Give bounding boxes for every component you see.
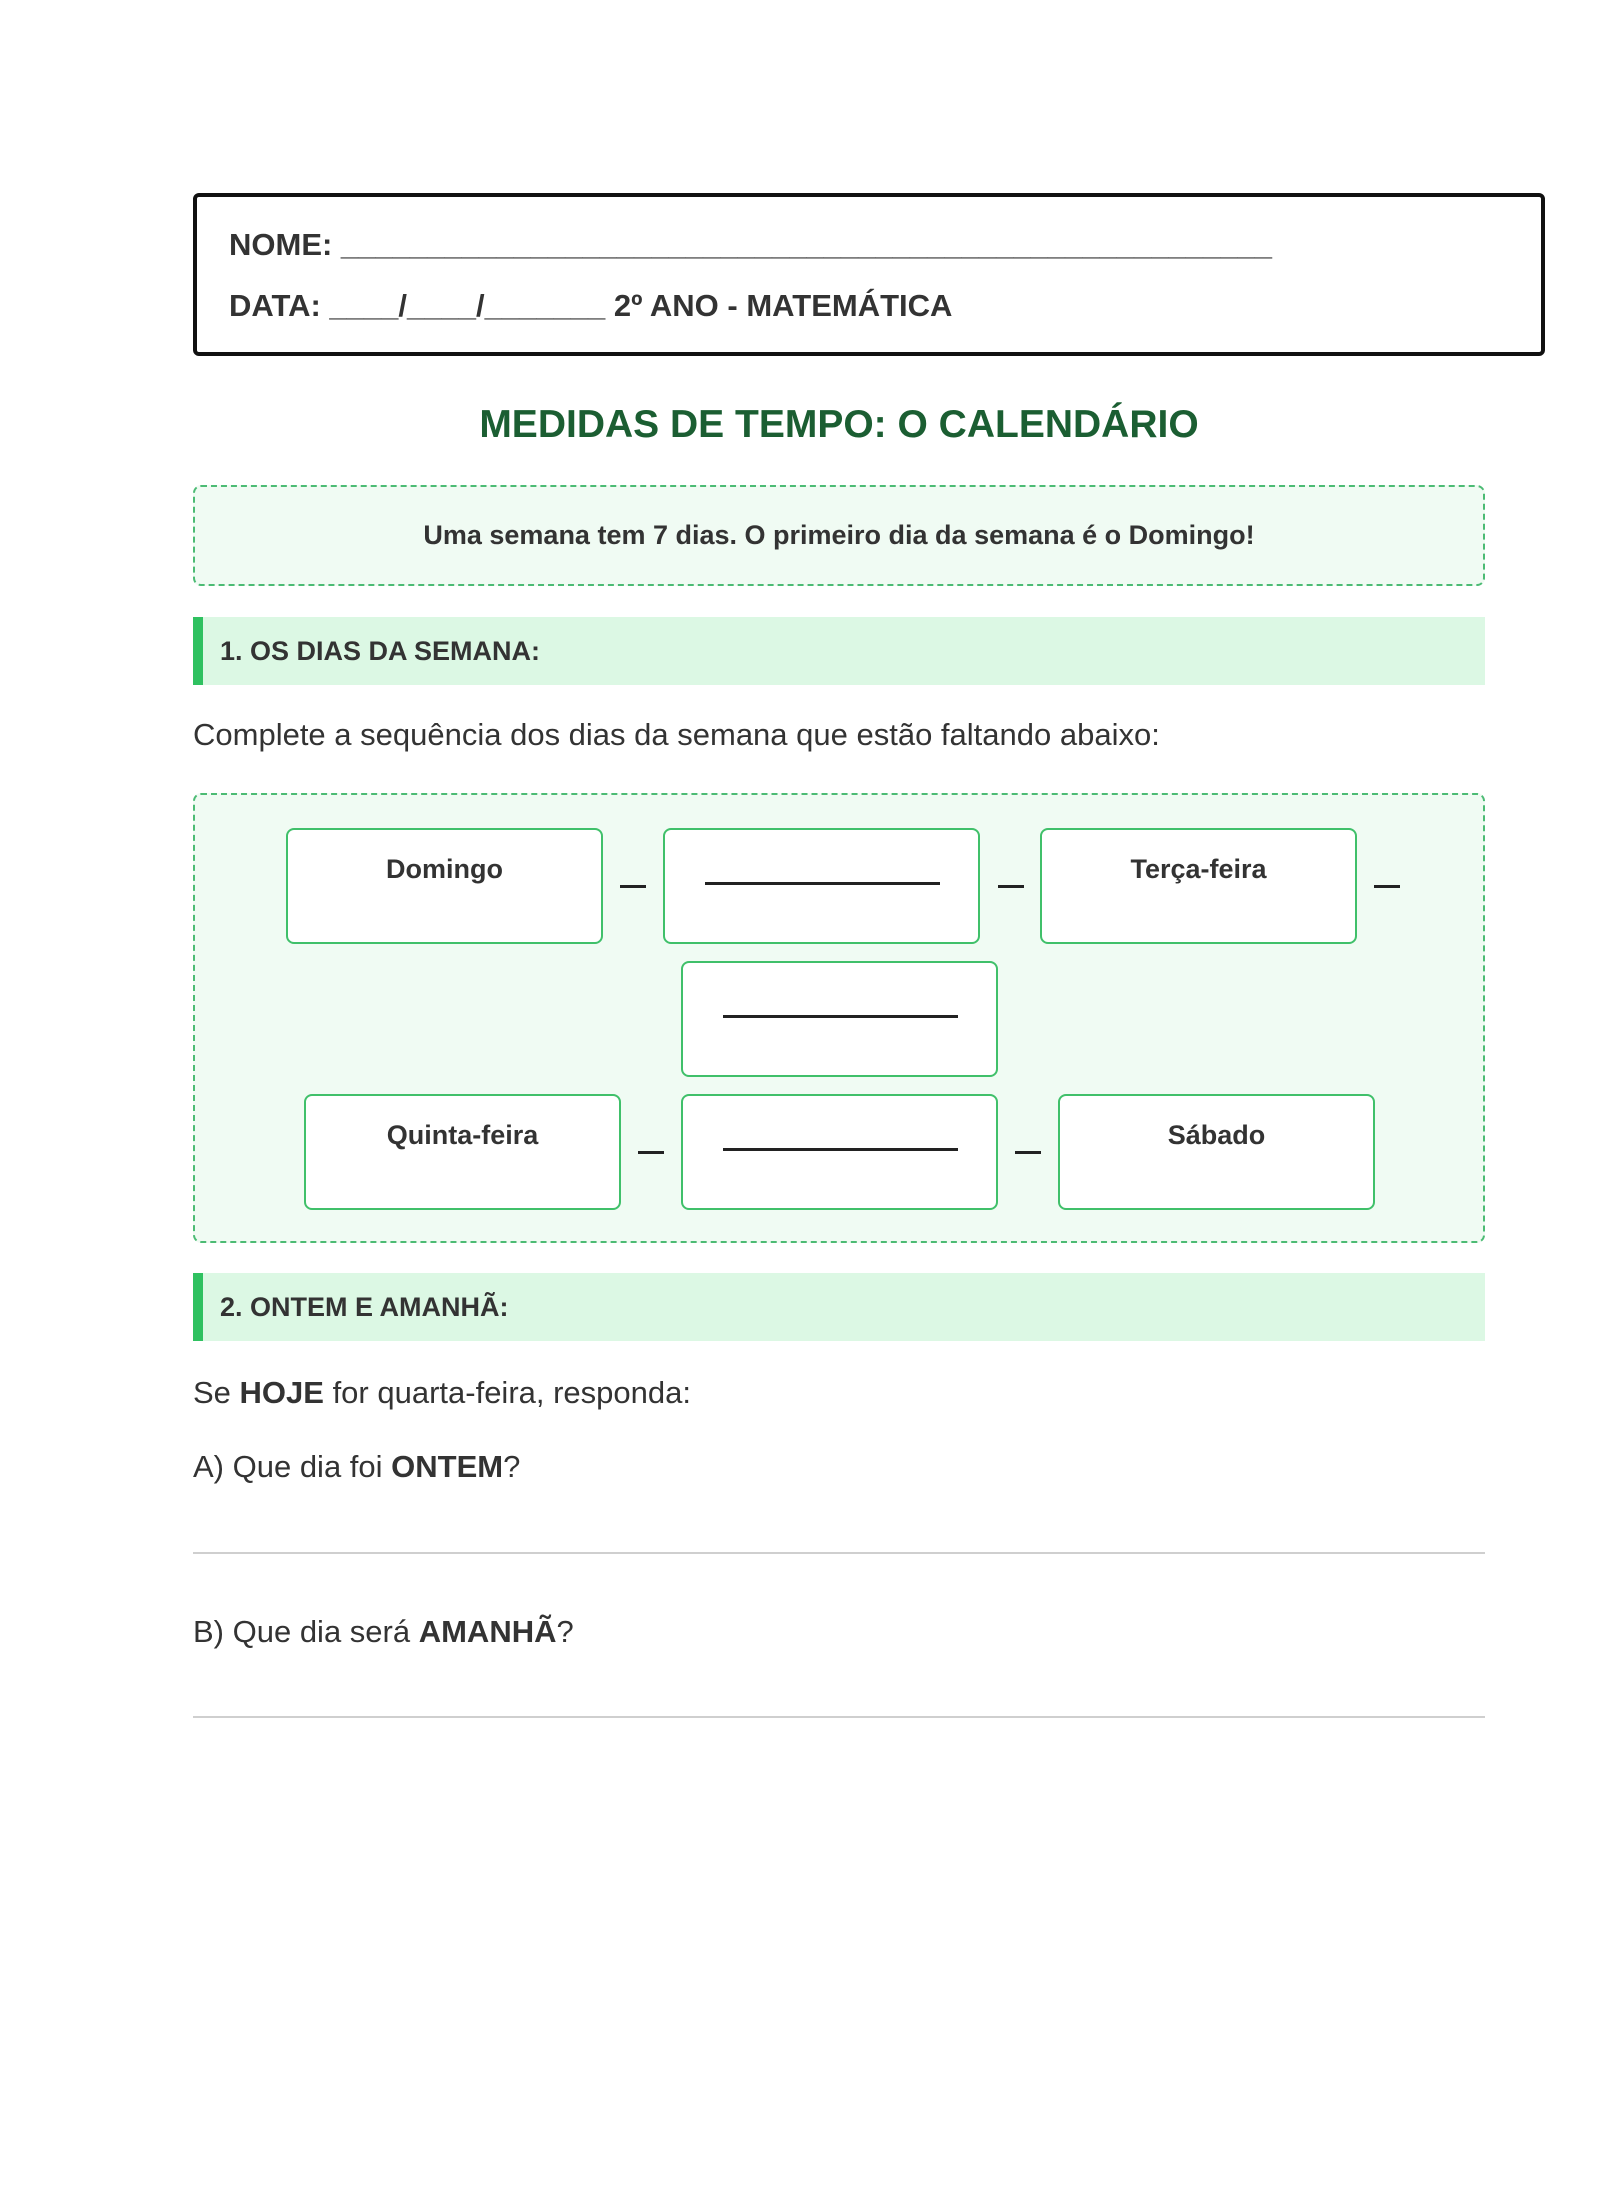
worksheet-title: MEDIDAS DE TEMPO: O CALENDÁRIO <box>479 403 1199 446</box>
day-box-domingo <box>286 828 603 944</box>
answer-blank-line <box>723 1015 958 1018</box>
answer-blank-line <box>705 882 940 885</box>
day-box-blank-1[interactable] <box>663 828 980 944</box>
day-label: Terça-feira <box>1130 854 1267 884</box>
section-1-heading-text: 1. OS DIAS DA SEMANA: <box>220 635 541 666</box>
intro-text-start: Se <box>193 1375 240 1410</box>
day-box-blank-3[interactable] <box>681 1094 998 1210</box>
separator-dash <box>998 885 1024 888</box>
section-2-heading <box>193 1273 1485 1341</box>
question-a-text: A) Que dia foi <box>193 1449 392 1484</box>
question-b <box>193 1614 574 1650</box>
question-a <box>193 1449 520 1485</box>
weekdays-box <box>193 793 1485 1243</box>
day-label: Domingo <box>386 854 503 884</box>
separator-dash <box>620 885 646 888</box>
section-2-intro <box>193 1375 691 1411</box>
student-info-box <box>193 193 1545 356</box>
name-field-label: NOME: ______________________________________________________ <box>229 227 1272 262</box>
day-box-terca-feira <box>1040 828 1357 944</box>
date-field-label: DATA: ____/____/_______ 2º ANO - MATEMÁTICA <box>229 288 953 323</box>
tip-text: Uma semana tem 7 dias. O primeiro dia da semana é o Domingo! <box>423 520 1255 550</box>
answer-blank-line <box>723 1148 958 1151</box>
day-label: Sábado <box>1167 1120 1266 1150</box>
question-b-text: B) Que dia será <box>193 1614 419 1649</box>
separator-dash <box>638 1151 664 1154</box>
question-a-mark: ? <box>503 1449 521 1484</box>
day-box-sabado <box>1058 1094 1375 1210</box>
day-box-quinta-feira <box>304 1094 621 1210</box>
intro-emphasis-today: HOJE <box>239 1375 324 1410</box>
answer-line-a[interactable] <box>193 1552 1485 1554</box>
section-1-heading <box>193 617 1485 685</box>
answer-line-b[interactable] <box>193 1716 1485 1718</box>
tip-box <box>193 485 1485 586</box>
separator-dash <box>1374 885 1400 888</box>
day-label: Quinta-feira <box>386 1120 539 1150</box>
day-box-blank-2[interactable] <box>681 961 998 1077</box>
section-1-instruction: Complete a sequência dos dias da semana que estão faltando abaixo: <box>193 717 1160 752</box>
question-b-emphasis: AMANHÃ <box>418 1614 557 1649</box>
intro-text-end: for quarta-feira, responda: <box>323 1375 691 1410</box>
question-b-mark: ? <box>556 1614 574 1649</box>
separator-dash <box>1015 1151 1041 1154</box>
section-2-heading-text: 2. ONTEM E AMANHÃ: <box>220 1291 509 1322</box>
question-a-emphasis: ONTEM <box>391 1449 504 1484</box>
